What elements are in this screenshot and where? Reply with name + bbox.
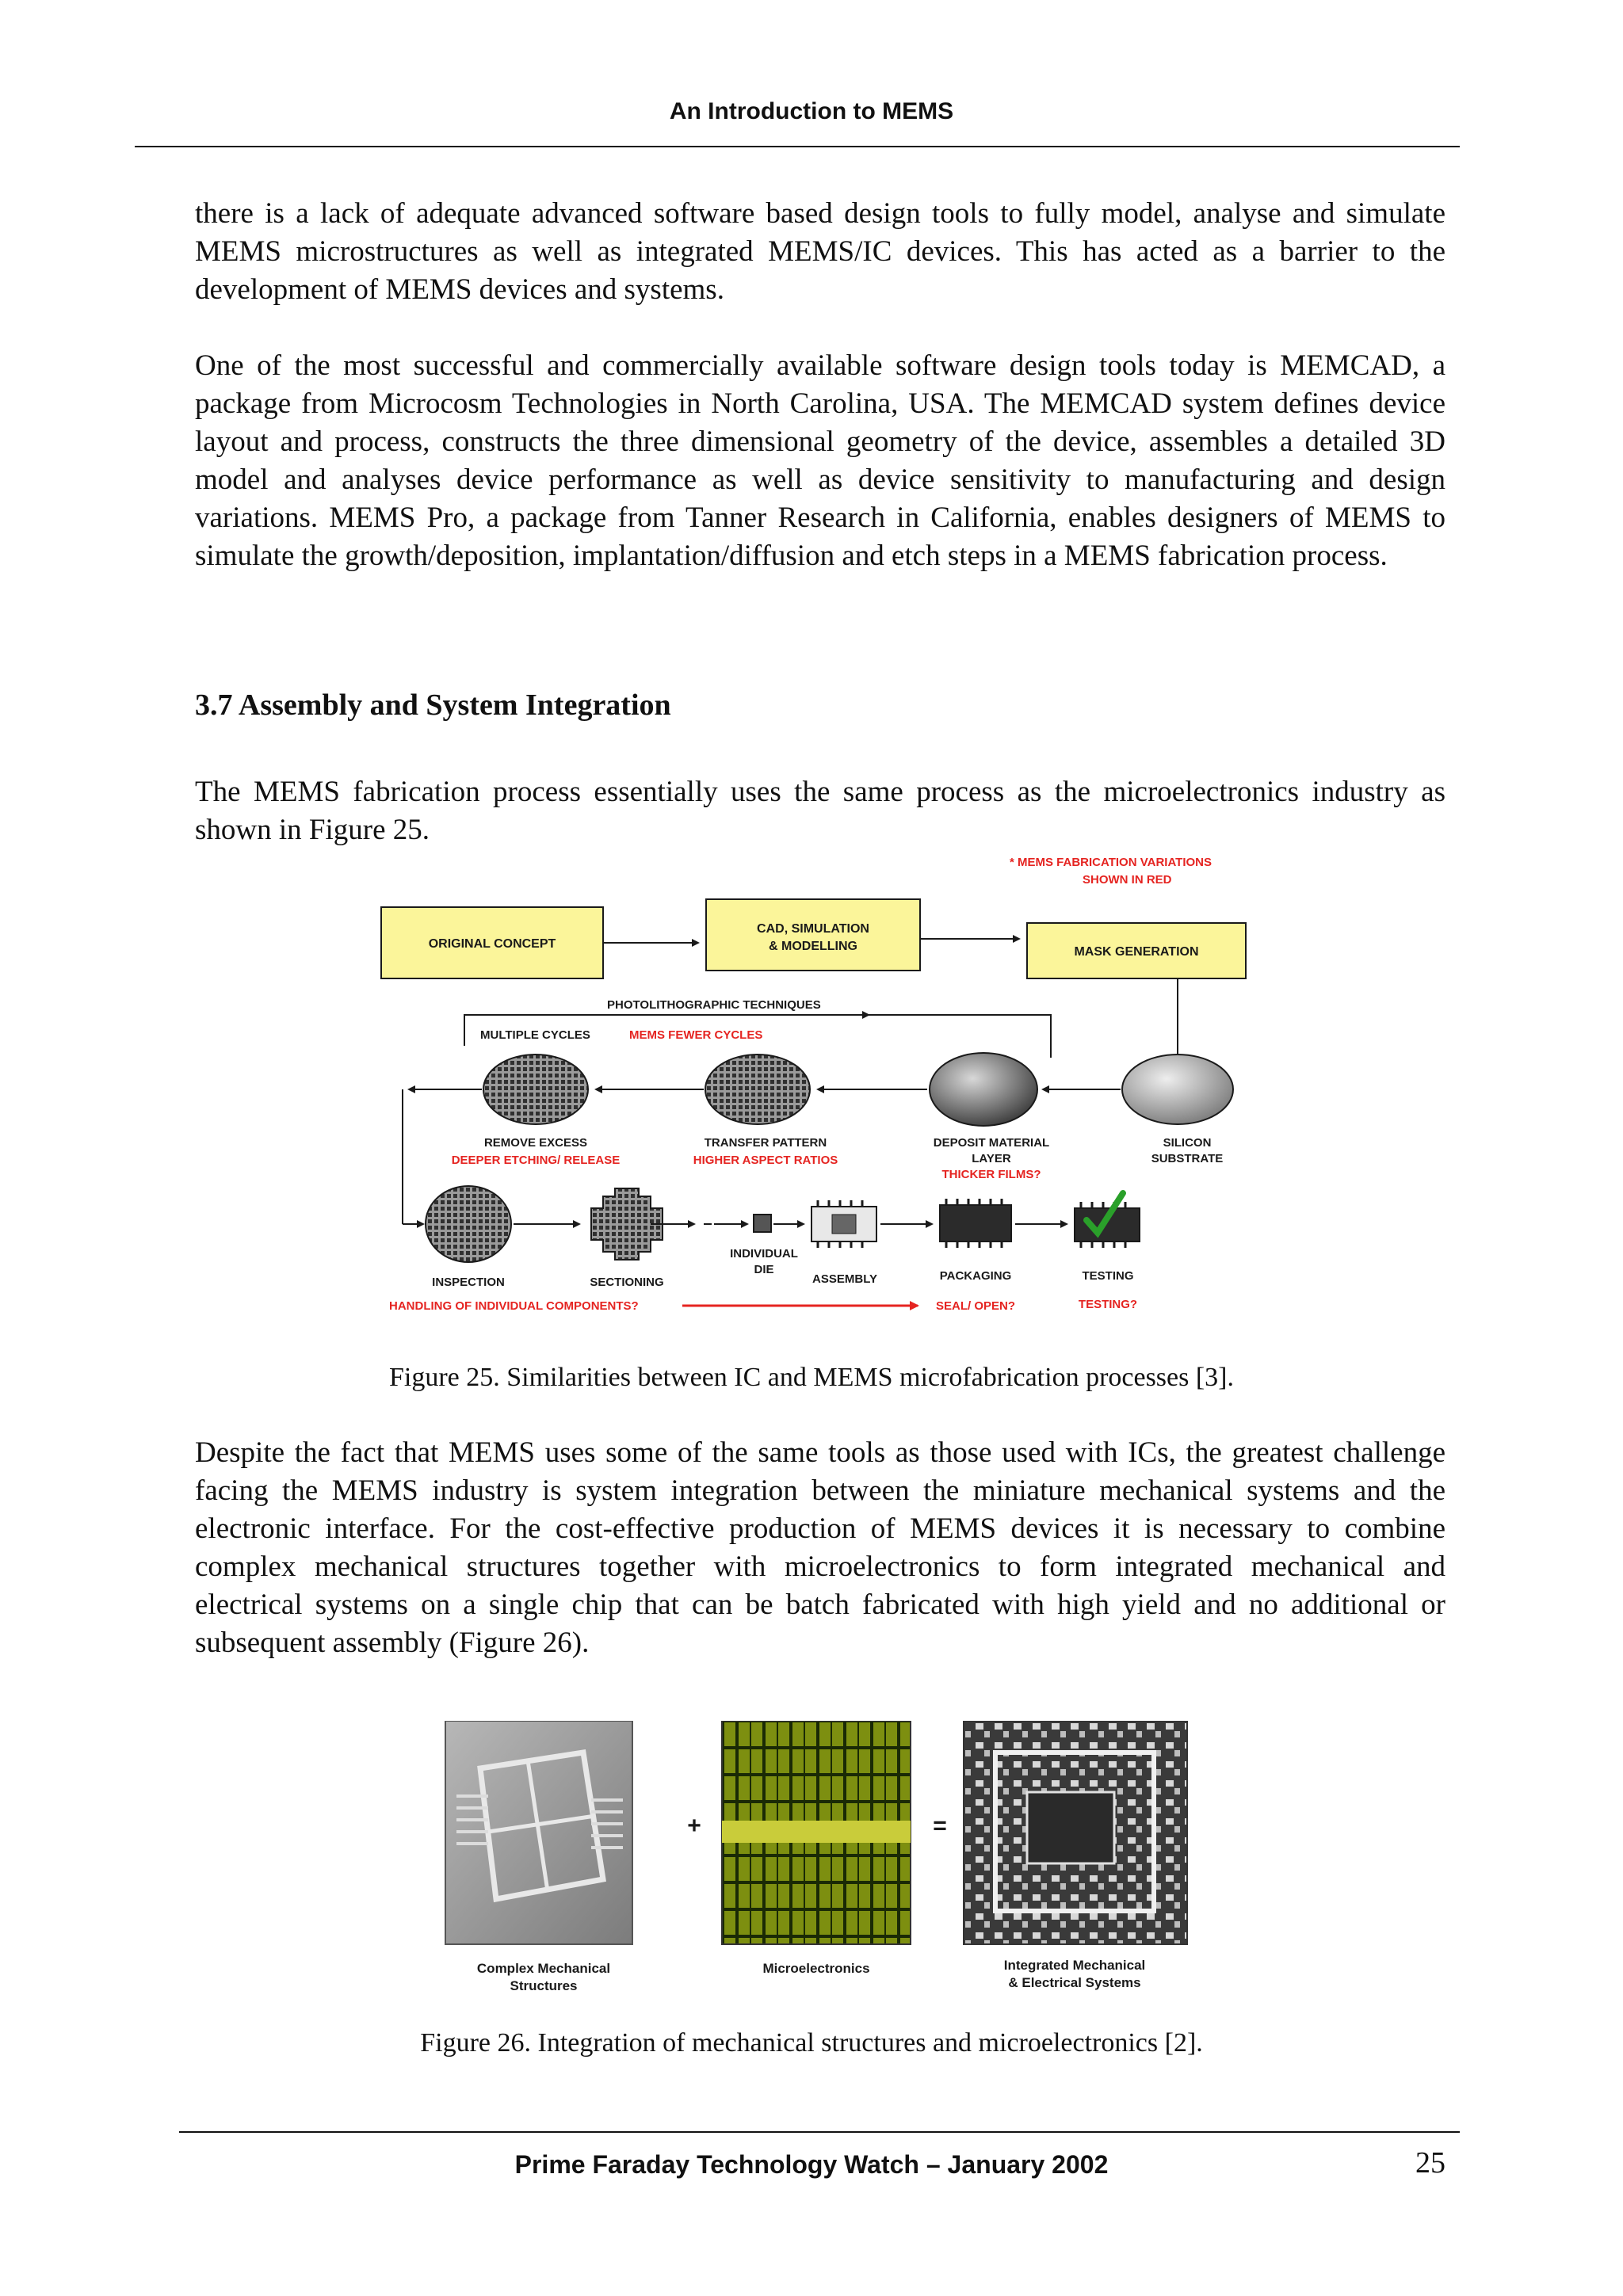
wafer-inspection — [426, 1186, 511, 1262]
assembly-package — [812, 1200, 876, 1248]
integrated-system-image — [964, 1721, 1187, 1944]
mechanical-structures-image — [445, 1721, 632, 1944]
label-mechanical-2: Structures — [510, 1978, 578, 1993]
testing-q-label: TESTING? — [1078, 1298, 1138, 1311]
transfer-pattern-label: TRANSFER PATTERN — [704, 1136, 827, 1150]
thicker-films-label: THICKER FILMS? — [941, 1168, 1041, 1181]
assembly-label: ASSEMBLY — [812, 1272, 877, 1286]
silicon-label-2: SUBSTRATE — [1151, 1152, 1224, 1165]
box-original-concept-label: ORIGINAL CONCEPT — [428, 937, 556, 951]
note-line-2: SHOWN IN RED — [1083, 873, 1172, 887]
tested-chip — [1075, 1202, 1140, 1248]
equals-sign: = — [933, 1813, 947, 1839]
microelectronics-image — [722, 1721, 911, 1944]
photolitho-label: PHOTOLITHOGRAPHIC TECHNIQUES — [607, 998, 821, 1012]
higher-aspect-label: HIGHER ASPECT RATIOS — [693, 1154, 838, 1167]
seal-open-label: SEAL/ OPEN? — [935, 1299, 1016, 1313]
figure-25-process-diagram — [377, 852, 1262, 1319]
remove-excess-label: REMOVE EXCESS — [483, 1136, 588, 1150]
multiple-cycles-label: MULTIPLE CYCLES — [480, 1028, 590, 1042]
figure-25-caption: Figure 25. Similarities between IC and MEMS microfabrication processes [3]. — [388, 1363, 1235, 1392]
wafer-silicon-substrate — [1122, 1055, 1233, 1124]
running-header: An Introduction to MEMS — [669, 98, 954, 124]
header-rule — [135, 146, 1460, 147]
box-cad-label-2: & MODELLING — [769, 940, 857, 953]
paragraph-software-tools: there is a lack of adequate advanced software based design tools to fully model, analyse and simulate MEMS microstructures as well as integrated MEMS/IC devices. This has acted as a barrier to the development of MEMS devices and systems. — [195, 197, 1445, 306]
box-mask-label: MASK GENERATION — [1074, 945, 1199, 959]
plus-sign: + — [687, 1813, 701, 1839]
label-integrated-2: & Electrical Systems — [1008, 1975, 1141, 1990]
handling-label: HANDLING OF INDIVIDUAL COMPONENTS? — [389, 1299, 639, 1313]
section-heading: 3.7 Assembly and System Integration — [195, 688, 671, 722]
silicon-label-1: SILICON — [1163, 1136, 1212, 1150]
paragraph-memcad: One of the most successful and commercially available software design tools today is MEMCAD, a package from Microcosm Technologies in North Carolina, USA. The MEMCAD system defines device layout and process, constructs the three dimensional geometry of the device, assembles a detailed 3D model and analyses device performance as well as device sensitivity to manufacturing and design variations. MEMS Pro, a package from Tanner Research in California, enables designers of MEMS to simulate the growth/deposition, implantation/diffusion and etch steps in a MEMS fabrication process. — [195, 349, 1445, 572]
mems-fewer-cycles-label: MEMS FEWER CYCLES — [629, 1028, 763, 1042]
figure-26-integration — [441, 1721, 1190, 2004]
figure-26-caption: Figure 26. Integration of mechanical structures and microelectronics [2]. — [420, 2028, 1203, 2058]
deposit-label-1: DEPOSIT MATERIAL — [933, 1136, 1050, 1150]
deposit-label-2: LAYER — [972, 1152, 1011, 1165]
footer-rule — [179, 2131, 1460, 2133]
label-microelectronics: Microelectronics — [762, 1961, 870, 1976]
deeper-etching-label: DEEPER ETCHING/ RELEASE — [451, 1154, 621, 1167]
page-number: 25 — [1415, 2146, 1445, 2180]
inspection-label: INSPECTION — [432, 1276, 505, 1289]
individual-die — [754, 1215, 771, 1232]
label-mechanical-1: Complex Mechanical — [476, 1961, 611, 1976]
wafer-deposit-layer — [930, 1053, 1037, 1126]
packaging-label: PACKAGING — [939, 1269, 1012, 1283]
note-line-1: * MEMS FABRICATION VARIATIONS — [1010, 856, 1212, 869]
individual-label-1: INDIVIDUAL — [730, 1247, 798, 1261]
sectioning-label: SECTIONING — [590, 1276, 664, 1289]
testing-label: TESTING — [1082, 1269, 1134, 1283]
individual-label-2: DIE — [754, 1263, 774, 1276]
paragraph-fabrication: The MEMS fabrication process essentially uses the same process as the microelectronics industry as shown in Figure 25. — [195, 776, 1445, 846]
paragraph-system-integration: Despite the fact that MEMS uses some of the same tools as those used with ICs, the greatest challenge facing the MEMS industry is system integration between the miniature mechanical systems and the electronic interface. For the cost-effective production of MEMS devices it is necessary to combine complex mechanical structures together with microelectronics to form integrated mechanical and electrical systems on a single chip that can be batch fabricated with high yield and no additional or subsequent assembly (Figure 26). — [195, 1436, 1445, 1659]
running-footer: Prime Faraday Technology Watch – January 2002 — [514, 2150, 1109, 2179]
packaged-chip — [940, 1199, 1011, 1248]
label-integrated-1: Integrated Mechanical — [1003, 1958, 1146, 1973]
wafer-remove-excess — [483, 1055, 588, 1124]
wafer-transfer-pattern — [705, 1055, 810, 1124]
box-cad-label-1: CAD, SIMULATION — [757, 922, 869, 936]
